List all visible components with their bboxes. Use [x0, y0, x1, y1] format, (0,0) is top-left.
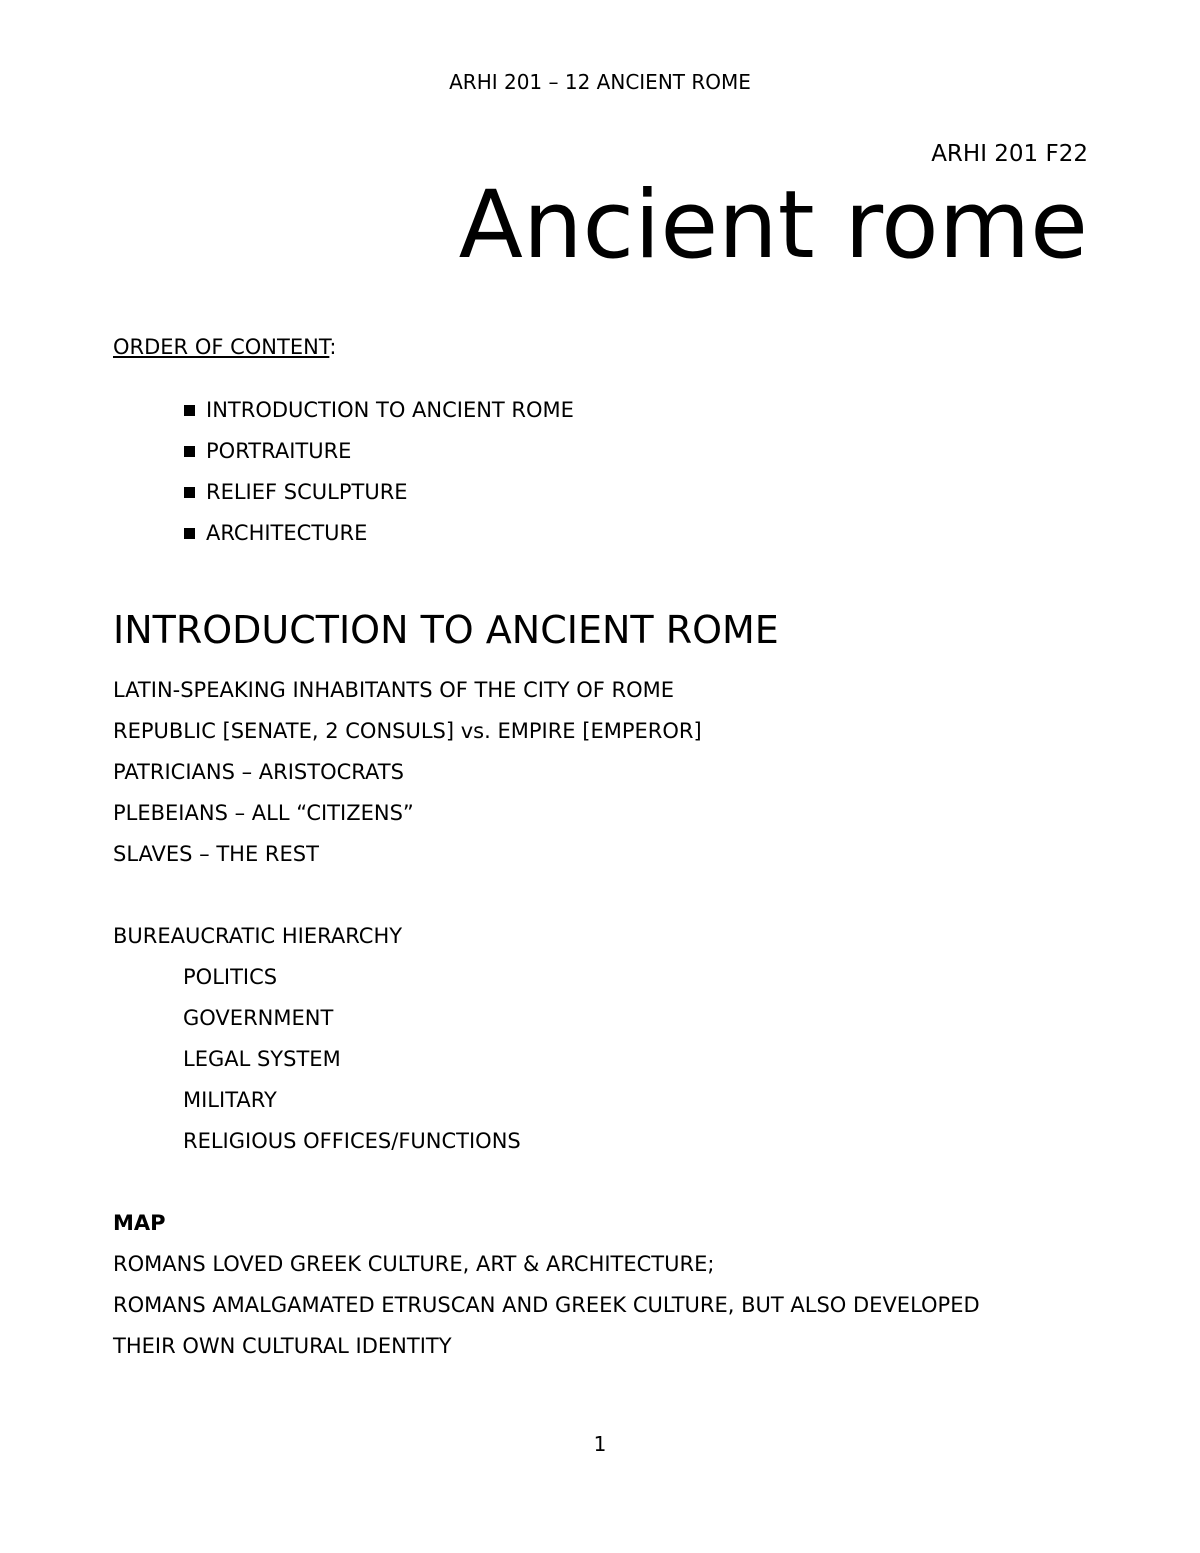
square-bullet-icon: [184, 446, 195, 457]
toc-item: [184, 477, 408, 507]
square-bullet-icon: [184, 528, 195, 539]
body-line: ROMANS LOVED GREEK CULTURE, ART & ARCHITECTURE;: [113, 1252, 715, 1276]
body-line: THEIR OWN CULTURAL IDENTITY: [113, 1334, 452, 1358]
toc-heading-colon: :: [329, 335, 337, 359]
square-bullet-icon: [184, 487, 195, 498]
hierarchy-item: GOVERNMENT: [183, 1006, 334, 1030]
toc-heading-text: ORDER OF CONTENT: [113, 335, 330, 359]
course-code: ARHI 201 F22: [931, 141, 1088, 167]
toc-item: [184, 395, 574, 425]
toc-item-label: PORTRAITURE: [206, 439, 352, 463]
toc-heading: [113, 332, 336, 362]
running-header: ARHI 201 – 12 ANCIENT ROME: [449, 70, 751, 94]
toc-item-label: ARCHITECTURE: [206, 521, 368, 545]
hierarchy-item: POLITICS: [183, 965, 278, 989]
toc-item-label: RELIEF SCULPTURE: [206, 480, 408, 504]
body-line: LATIN-SPEAKING INHABITANTS OF THE CITY OF ROME: [113, 678, 675, 702]
document-title: Ancient rome: [458, 171, 1088, 280]
hierarchy-item: LEGAL SYSTEM: [183, 1047, 341, 1071]
square-bullet-icon: [184, 405, 195, 416]
body-line: REPUBLIC [SENATE, 2 CONSULS] vs. EMPIRE [EMPEROR]: [113, 719, 702, 743]
hierarchy-item: MILITARY: [183, 1088, 277, 1112]
toc-item: [184, 436, 351, 466]
section-heading-introduction: INTRODUCTION TO ANCIENT ROME: [113, 608, 779, 652]
body-line: PLEBEIANS – ALL “CITIZENS”: [113, 801, 414, 825]
body-line: ROMANS AMALGAMATED ETRUSCAN AND GREEK CULTURE, BUT ALSO DEVELOPED: [113, 1293, 980, 1317]
toc-item-label: INTRODUCTION TO ANCIENT ROME: [206, 398, 574, 422]
toc-item: [184, 518, 367, 548]
map-heading: MAP: [113, 1211, 166, 1235]
page-number: 1: [593, 1432, 607, 1456]
body-line: PATRICIANS – ARISTOCRATS: [113, 760, 404, 784]
hierarchy-heading: BUREAUCRATIC HIERARCHY: [113, 924, 403, 948]
hierarchy-item: RELIGIOUS OFFICES/FUNCTIONS: [183, 1129, 521, 1153]
body-line: SLAVES – THE REST: [113, 842, 319, 866]
